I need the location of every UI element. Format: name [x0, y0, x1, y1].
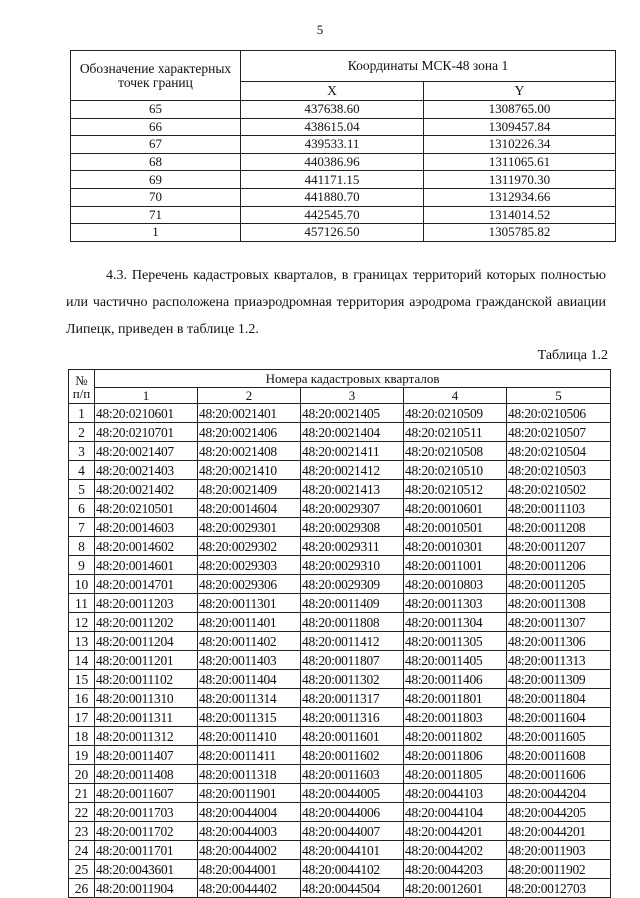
cadastral-number-cell: 48:20:0021401: [198, 404, 301, 423]
table-row: [69, 670, 611, 689]
cadastral-number-cell: 48:20:0021409: [198, 480, 301, 499]
cadastral-number-cell: 48:20:0011803: [404, 708, 507, 727]
column-headers-row: [69, 388, 611, 404]
cadastral-number-cell: 48:20:0011403: [198, 651, 301, 670]
y-value-cell: 1310226.34: [424, 136, 616, 154]
coordinate-row: [71, 153, 616, 171]
cadastral-number-cell: 48:20:0044504: [301, 879, 404, 898]
cadastral-number-cell: 48:20:0014602: [95, 537, 198, 556]
row-number-cell: 1: [69, 404, 95, 423]
row-number-cell: 9: [69, 556, 95, 575]
table-row: [69, 689, 611, 708]
cadastral-number-cell: 48:20:0044001: [198, 860, 301, 879]
cadastral-number-cell: 48:20:0011701: [95, 841, 198, 860]
cadastral-number-cell: 48:20:0011316: [301, 708, 404, 727]
cadastral-number-cell: 48:20:0021402: [95, 480, 198, 499]
cadastral-number-cell: 48:20:0011303: [404, 594, 507, 613]
table-row: [69, 575, 611, 594]
cadastral-number-cell: 48:20:0011314: [198, 689, 301, 708]
cadastral-number-cell: 48:20:0011407: [95, 746, 198, 765]
cadastral-number-cell: 48:20:0011607: [95, 784, 198, 803]
cadastral-number-cell: 48:20:0044101: [301, 841, 404, 860]
cadastral-number-cell: 48:20:0210510: [404, 461, 507, 480]
table-row: [69, 499, 611, 518]
row-number-cell: 25: [69, 860, 95, 879]
cadastral-number-cell: 48:20:0011902: [507, 860, 611, 879]
cadastral-number-cell: 48:20:0011401: [198, 613, 301, 632]
row-number-cell: 4: [69, 461, 95, 480]
coordinate-row: [71, 118, 616, 136]
cadastral-number-cell: 48:20:0043601: [95, 860, 198, 879]
cadastral-number-cell: 48:20:0029303: [198, 556, 301, 575]
cadastral-number-cell: 48:20:0011605: [507, 727, 611, 746]
cadastral-number-cell: 48:20:0011807: [301, 651, 404, 670]
column-header: 5: [507, 388, 611, 404]
cadastral-number-cell: 48:20:0021407: [95, 442, 198, 461]
table-label: Таблица 1.2: [537, 348, 608, 363]
cadastral-number-cell: 48:20:0044201: [507, 822, 611, 841]
cadastral-number-cell: 48:20:0029306: [198, 575, 301, 594]
cadastral-number-cell: 48:20:0044204: [507, 784, 611, 803]
cadastral-number-cell: 48:20:0012601: [404, 879, 507, 898]
row-number-cell: 21: [69, 784, 95, 803]
cadastral-number-cell: 48:20:0011317: [301, 689, 404, 708]
row-number-cell: 19: [69, 746, 95, 765]
cadastral-number-cell: 48:20:0010601: [404, 499, 507, 518]
cadastral-number-cell: 48:20:0210512: [404, 480, 507, 499]
x-value-cell: 441171.15: [241, 171, 424, 189]
cadastral-number-cell: 48:20:0011308: [507, 594, 611, 613]
column-header: 3: [301, 388, 404, 404]
row-number-cell: 24: [69, 841, 95, 860]
cadastral-number-cell: 48:20:0210601: [95, 404, 198, 423]
cadastral-number-cell: 48:20:0011603: [301, 765, 404, 784]
cadastral-number-cell: 48:20:0011608: [507, 746, 611, 765]
cadastral-number-cell: 48:20:0044402: [198, 879, 301, 898]
point-id-cell: 65: [71, 101, 241, 119]
cadastral-number-cell: 48:20:0021412: [301, 461, 404, 480]
cadastral-number-cell: 48:20:0011103: [507, 499, 611, 518]
cadastral-number-cell: 48:20:0029310: [301, 556, 404, 575]
cadastral-number-cell: 48:20:0011703: [95, 803, 198, 822]
table-row: [69, 537, 611, 556]
table-row: [69, 518, 611, 537]
cadastral-number-cell: 48:20:0011311: [95, 708, 198, 727]
x-value-cell: 441880.70: [241, 188, 424, 206]
cadastral-quarters-table: [68, 369, 611, 898]
coordinate-row: [71, 171, 616, 189]
point-id-cell: 1: [71, 224, 241, 242]
header-quarters-title: Номера кадастровых кварталов: [95, 370, 611, 388]
cadastral-number-cell: 48:20:0044202: [404, 841, 507, 860]
row-number-cell: 13: [69, 632, 95, 651]
cadastral-number-cell: 48:20:0014603: [95, 518, 198, 537]
table-row: [69, 423, 611, 442]
y-value-cell: 1311970.30: [424, 171, 616, 189]
column-header: 2: [198, 388, 301, 404]
cadastral-number-cell: 48:20:0014601: [95, 556, 198, 575]
cadastral-number-cell: 48:20:0044007: [301, 822, 404, 841]
table-row: [69, 480, 611, 499]
table-row: [69, 860, 611, 879]
row-number-cell: 22: [69, 803, 95, 822]
cadastral-number-cell: 48:20:0044203: [404, 860, 507, 879]
row-number-cell: 2: [69, 423, 95, 442]
cadastral-number-cell: 48:20:0011204: [95, 632, 198, 651]
header-number-sign: №: [75, 372, 88, 388]
cadastral-number-cell: 48:20:0210506: [507, 404, 611, 423]
cadastral-number-cell: 48:20:0029308: [301, 518, 404, 537]
cadastral-number-cell: 48:20:0044002: [198, 841, 301, 860]
page-number: 5: [316, 22, 324, 37]
cadastral-number-cell: 48:20:0011808: [301, 613, 404, 632]
point-id-cell: 68: [71, 153, 241, 171]
cadastral-number-cell: 48:20:0011315: [198, 708, 301, 727]
cadastral-number-cell: 48:20:0011102: [95, 670, 198, 689]
cadastral-number-cell: 48:20:0011801: [404, 689, 507, 708]
row-number-cell: 8: [69, 537, 95, 556]
cadastral-number-cell: 48:20:0044003: [198, 822, 301, 841]
cadastral-number-cell: 48:20:0210701: [95, 423, 198, 442]
cadastral-number-cell: 48:20:0210504: [507, 442, 611, 461]
cadastral-number-cell: 48:20:0011310: [95, 689, 198, 708]
cadastral-number-cell: 48:20:0021406: [198, 423, 301, 442]
cadastral-number-cell: 48:20:0011606: [507, 765, 611, 784]
y-value-cell: 1312934.66: [424, 188, 616, 206]
table-row: [69, 594, 611, 613]
cadastral-number-cell: 48:20:0029309: [301, 575, 404, 594]
cadastral-number-cell: 48:20:0044205: [507, 803, 611, 822]
cadastral-number-cell: 48:20:0210507: [507, 423, 611, 442]
table-row: [69, 442, 611, 461]
header-row-number: [69, 370, 95, 404]
cadastral-number-cell: 48:20:0044201: [404, 822, 507, 841]
y-value-cell: 1314014.52: [424, 206, 616, 224]
table-row: [69, 727, 611, 746]
cadastral-number-cell: 48:20:0011318: [198, 765, 301, 784]
cadastral-number-cell: 48:20:0011203: [95, 594, 198, 613]
cadastral-table-body: [69, 404, 611, 898]
x-value-cell: 438615.04: [241, 118, 424, 136]
point-id-cell: 66: [71, 118, 241, 136]
coordinate-row: [71, 188, 616, 206]
table-row: [69, 632, 611, 651]
cadastral-number-cell: 48:20:0011806: [404, 746, 507, 765]
cadastral-number-cell: 48:20:0011904: [95, 879, 198, 898]
cadastral-number-cell: 48:20:0210501: [95, 499, 198, 518]
cadastral-number-cell: 48:20:0210511: [404, 423, 507, 442]
cadastral-number-cell: 48:20:0011001: [404, 556, 507, 575]
cadastral-number-cell: 48:20:0010803: [404, 575, 507, 594]
cadastral-number-cell: 48:20:0011405: [404, 651, 507, 670]
column-header: 1: [95, 388, 198, 404]
cadastral-number-cell: 48:20:0014701: [95, 575, 198, 594]
cadastral-number-cell: 48:20:0011903: [507, 841, 611, 860]
cadastral-number-cell: 48:20:0011301: [198, 594, 301, 613]
coordinates-table: [70, 50, 616, 242]
cadastral-number-cell: 48:20:0029302: [198, 537, 301, 556]
table-row: [69, 803, 611, 822]
cadastral-number-cell: 48:20:0210508: [404, 442, 507, 461]
cadastral-number-cell: 48:20:0012703: [507, 879, 611, 898]
coordinate-row: [71, 136, 616, 154]
row-number-cell: 10: [69, 575, 95, 594]
row-number-cell: 16: [69, 689, 95, 708]
cadastral-number-cell: 48:20:0021413: [301, 480, 404, 499]
x-value-cell: 437638.60: [241, 101, 424, 119]
cadastral-number-cell: 48:20:0011202: [95, 613, 198, 632]
coordinate-row: [71, 224, 616, 242]
table-row: [69, 651, 611, 670]
cadastral-number-cell: 48:20:0044102: [301, 860, 404, 879]
y-value-cell: 1305785.82: [424, 224, 616, 242]
cadastral-number-cell: 48:20:0010301: [404, 537, 507, 556]
cadastral-number-cell: 48:20:0011408: [95, 765, 198, 784]
row-number-cell: 11: [69, 594, 95, 613]
table-row: [69, 822, 611, 841]
cadastral-number-cell: 48:20:0011409: [301, 594, 404, 613]
cadastral-number-cell: 48:20:0044004: [198, 803, 301, 822]
cadastral-number-cell: 48:20:0210503: [507, 461, 611, 480]
x-value-cell: 442545.70: [241, 206, 424, 224]
paragraph-text: 4.3. Перечень кадастровых кварталов, в границах территорий которых полностью или частично расположена приаэродромная территория аэродрома гражданской авиации Липецк, приведен в таблице 1.2.: [66, 268, 606, 337]
cadastral-number-cell: 48:20:0014604: [198, 499, 301, 518]
cadastral-number-cell: 48:20:0011402: [198, 632, 301, 651]
row-number-cell: 12: [69, 613, 95, 632]
cadastral-number-cell: 48:20:0011804: [507, 689, 611, 708]
cadastral-number-cell: 48:20:0011208: [507, 518, 611, 537]
point-id-cell: 69: [71, 171, 241, 189]
cadastral-number-cell: 48:20:0044006: [301, 803, 404, 822]
cadastral-number-cell: 48:20:0021411: [301, 442, 404, 461]
cadastral-number-cell: 48:20:0011901: [198, 784, 301, 803]
cadastral-number-cell: 48:20:0011201: [95, 651, 198, 670]
cadastral-number-cell: 48:20:0011206: [507, 556, 611, 575]
cadastral-number-cell: 48:20:0044104: [404, 803, 507, 822]
row-number-cell: 6: [69, 499, 95, 518]
cadastral-number-cell: 48:20:0029307: [301, 499, 404, 518]
point-id-cell: 67: [71, 136, 241, 154]
cadastral-number-cell: 48:20:0010501: [404, 518, 507, 537]
cadastral-number-cell: 48:20:0011805: [404, 765, 507, 784]
point-id-cell: 71: [71, 206, 241, 224]
table-row: [69, 708, 611, 727]
cadastral-number-cell: 48:20:0011702: [95, 822, 198, 841]
cadastral-number-cell: 48:20:0011602: [301, 746, 404, 765]
cadastral-number-cell: 48:20:0011802: [404, 727, 507, 746]
x-value-cell: 457126.50: [241, 224, 424, 242]
header-coordinate-system: Координаты МСК-48 зона 1: [241, 51, 616, 82]
x-value-cell: 439533.11: [241, 136, 424, 154]
cadastral-number-cell: 48:20:0011406: [404, 670, 507, 689]
cadastral-number-cell: 48:20:0011205: [507, 575, 611, 594]
table-row: [69, 841, 611, 860]
cadastral-number-cell: 48:20:0021405: [301, 404, 404, 423]
row-number-cell: 18: [69, 727, 95, 746]
cadastral-number-cell: 48:20:0011411: [198, 746, 301, 765]
cadastral-number-cell: 48:20:0011601: [301, 727, 404, 746]
cadastral-number-cell: 48:20:0011307: [507, 613, 611, 632]
cadastral-number-cell: 48:20:0011313: [507, 651, 611, 670]
row-number-cell: 7: [69, 518, 95, 537]
cadastral-number-cell: 48:20:0029311: [301, 537, 404, 556]
row-number-cell: 14: [69, 651, 95, 670]
row-number-cell: 17: [69, 708, 95, 727]
column-header: 4: [404, 388, 507, 404]
cadastral-number-cell: 48:20:0044103: [404, 784, 507, 803]
cadastral-number-cell: 48:20:0011410: [198, 727, 301, 746]
cadastral-number-cell: 48:20:0210509: [404, 404, 507, 423]
table-row: [69, 765, 611, 784]
cadastral-number-cell: 48:20:0011304: [404, 613, 507, 632]
cadastral-number-cell: 48:20:0021404: [301, 423, 404, 442]
cadastral-number-cell: 48:20:0011404: [198, 670, 301, 689]
cadastral-number-cell: 48:20:0210502: [507, 480, 611, 499]
cadastral-number-cell: 48:20:0011604: [507, 708, 611, 727]
cadastral-number-cell: 48:20:0011309: [507, 670, 611, 689]
table-row: [69, 404, 611, 423]
coordinates-table-body: [71, 101, 616, 242]
paragraph-4-3: [66, 262, 606, 343]
cadastral-number-cell: 48:20:0011302: [301, 670, 404, 689]
table-row: [69, 746, 611, 765]
cadastral-number-cell: 48:20:0011306: [507, 632, 611, 651]
cadastral-number-cell: 48:20:0044005: [301, 784, 404, 803]
cadastral-number-cell: 48:20:0011312: [95, 727, 198, 746]
cadastral-number-cell: 48:20:0021410: [198, 461, 301, 480]
x-value-cell: 440386.96: [241, 153, 424, 171]
y-value-cell: 1309457.84: [424, 118, 616, 136]
row-number-cell: 15: [69, 670, 95, 689]
table-row: [69, 784, 611, 803]
row-number-cell: 26: [69, 879, 95, 898]
coordinate-row: [71, 206, 616, 224]
header-y: Y: [424, 82, 616, 101]
table-row: [69, 461, 611, 480]
point-id-cell: 70: [71, 188, 241, 206]
row-number-cell: 20: [69, 765, 95, 784]
cadastral-number-cell: 48:20:0021403: [95, 461, 198, 480]
header-x: X: [241, 82, 424, 101]
table-row: [69, 613, 611, 632]
table-row: [69, 556, 611, 575]
row-number-cell: 3: [69, 442, 95, 461]
cadastral-number-cell: 48:20:0021408: [198, 442, 301, 461]
header-point-label: Обозначение характерных точек границ: [71, 51, 241, 101]
cadastral-number-cell: 48:20:0011305: [404, 632, 507, 651]
row-number-cell: 23: [69, 822, 95, 841]
y-value-cell: 1308765.00: [424, 101, 616, 119]
header-pp: п/п: [72, 385, 91, 401]
coordinate-row: [71, 101, 616, 119]
cadastral-number-cell: 48:20:0011207: [507, 537, 611, 556]
y-value-cell: 1311065.61: [424, 153, 616, 171]
cadastral-number-cell: 48:20:0011412: [301, 632, 404, 651]
cadastral-number-cell: 48:20:0029301: [198, 518, 301, 537]
row-number-cell: 5: [69, 480, 95, 499]
